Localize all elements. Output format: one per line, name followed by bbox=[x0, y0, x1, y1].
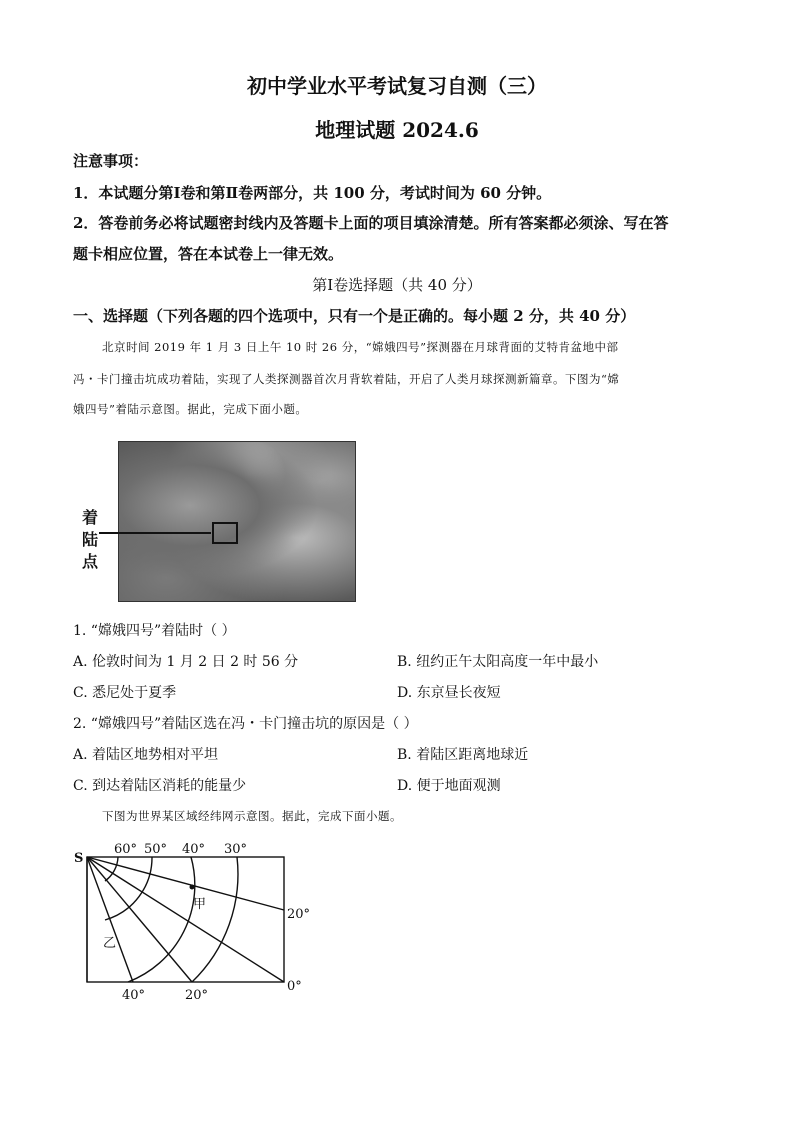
passage-1-line-1: 北京时间 2019 年 1 月 3 日上午 10 时 26 分，“嫦娥四号”探测器在月球背面的艾特肯盆地中部 bbox=[102, 340, 619, 354]
landing-site-photo bbox=[118, 441, 356, 602]
point-jia-marker bbox=[190, 885, 195, 890]
latitude-40-label: 40° bbox=[182, 842, 206, 857]
meridian-20 bbox=[87, 857, 192, 982]
question-2-stem: 2. “嫦娥四号”着陆区选在冯・卡门撞击坑的原因是（ ） bbox=[73, 716, 418, 732]
notes-item-1: 1．本试题分第Ⅰ卷和第Ⅱ卷两部分，共 100 分，考试时间为 60 分钟。 bbox=[73, 184, 552, 202]
question-2-option-c: C. 到达着陆区消耗的能量少 bbox=[73, 778, 247, 794]
graticule-diagram bbox=[60, 835, 330, 1010]
longitude-20e-label: 20° bbox=[287, 907, 311, 922]
longitude-40-label: 40° bbox=[122, 988, 146, 1003]
page-title: 初中学业水平考试复习自测（三） bbox=[247, 74, 547, 98]
parallel-50 bbox=[105, 857, 152, 920]
meridian-20e bbox=[87, 857, 284, 910]
notes-item-2-line-2: 题卡相应位置，答在本试卷上一律无效。 bbox=[73, 245, 344, 263]
question-1-option-b: B. 纽约正午太阳高度一年中最小 bbox=[397, 654, 599, 670]
section-title: 第Ⅰ卷选择题（共 40 分） bbox=[312, 276, 482, 294]
page-subtitle: 地理试题 2024.6 bbox=[315, 118, 479, 142]
landing-site-marker bbox=[212, 522, 238, 544]
question-1-stem: 1. “嫦娥四号”着陆时（ ） bbox=[73, 623, 236, 639]
south-pole-label: S bbox=[74, 851, 84, 866]
landing-site-pointer-line bbox=[99, 532, 211, 534]
meridian-0 bbox=[87, 857, 284, 982]
notes-heading: 注意事项： bbox=[73, 152, 149, 170]
latitude-50-label: 50° bbox=[144, 842, 168, 857]
longitude-0-label: 0° bbox=[287, 979, 302, 994]
question-2-option-d: D. 便于地面观测 bbox=[397, 778, 501, 794]
latitude-60-label: 60° bbox=[114, 842, 138, 857]
passage-1-line-2: 冯・卡门撞击坑成功着陆，实现了人类探测器首次月背软着陆，开启了人类月球探测新篇章。下图为“嫦 bbox=[73, 372, 620, 386]
point-yi-label: 乙 bbox=[103, 936, 117, 951]
longitude-20-label: 20° bbox=[185, 988, 209, 1003]
notes-item-2-line-1: 2．答卷前务必将试题密封线内及答题卡上面的项目填涂清楚。所有答案都必须涂、写在答 bbox=[73, 214, 669, 232]
question-1-option-a: A. 伦敦时间为 1 月 2 日 2 时 56 分 bbox=[73, 654, 299, 670]
landing-site-label: 着陆点 bbox=[82, 508, 99, 571]
part-1-heading: 一、选择题（下列各题的四个选项中，只有一个是正确的。每小题 2 分，共 40 分） bbox=[73, 307, 636, 325]
passage-2-line-1: 下图为世界某区域经纬网示意图。据此，完成下面小题。 bbox=[102, 809, 402, 823]
passage-1-line-3: 娥四号”着陆示意图。据此，完成下面小题。 bbox=[73, 402, 308, 416]
question-2-option-b: B. 着陆区距离地球近 bbox=[397, 747, 529, 763]
latitude-30-label: 30° bbox=[224, 842, 248, 857]
parallel-30 bbox=[192, 857, 238, 982]
question-1-option-c: C. 悉尼处于夏季 bbox=[73, 685, 177, 701]
question-1-option-d: D. 东京昼长夜短 bbox=[397, 685, 501, 701]
point-jia-label: 甲 bbox=[193, 897, 207, 912]
question-2-option-a: A. 着陆区地势相对平坦 bbox=[73, 747, 219, 763]
